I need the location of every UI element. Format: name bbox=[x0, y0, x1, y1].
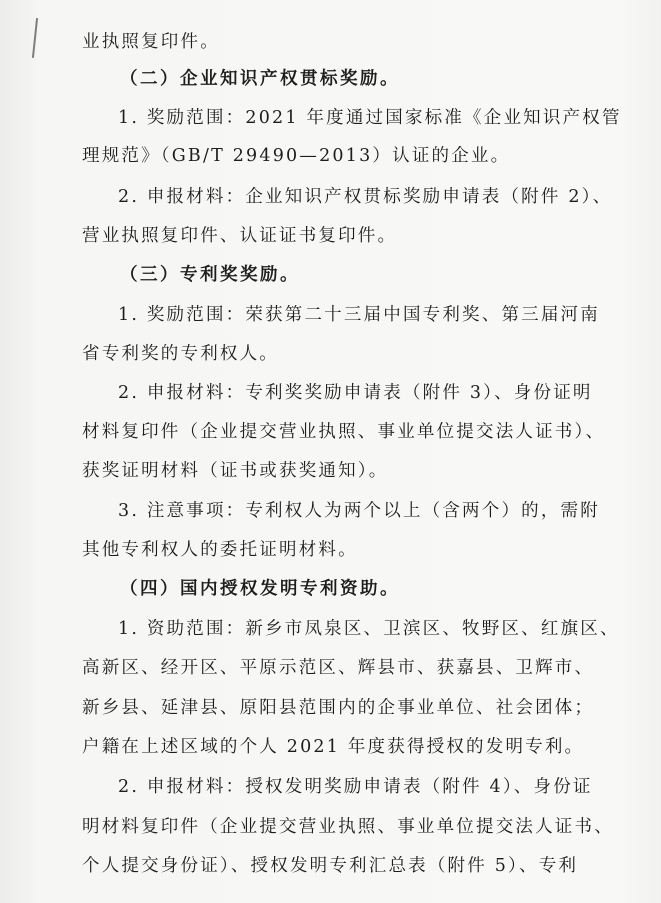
text-line-12: 获奖证明材料（证书或获奖通知）。 bbox=[82, 461, 389, 481]
section-heading-2: （二）企业知识产权贯标奖励。 bbox=[120, 69, 400, 89]
text-line-19: 户籍在上述区域的个人 2021 年度获得授权的发明专利。 bbox=[82, 737, 585, 757]
text-line-21: 明材料复印件（企业提交营业执照、事业单位提交法人证书、 bbox=[82, 817, 614, 837]
text-line-14: 其他专利权人的委托证明材料。 bbox=[82, 540, 358, 560]
text-line-9: 省专利奖的专利权人。 bbox=[82, 344, 279, 364]
text-line-4: 理规范》（GB/T 29490—2013）认证的企业。 bbox=[82, 146, 511, 166]
text-line-17: 高新区、经开区、平原示范区、辉县市、获嘉县、卫辉市、 bbox=[82, 658, 595, 678]
text-line-8: 1. 奖励范围：荣获第二十三届中国专利奖、第三届河南 bbox=[118, 305, 600, 325]
text-line-3: 1. 奖励范围：2021 年度通过国家标准《企业知识产权管 bbox=[118, 108, 622, 128]
text-line-6: 营业执照复印件、认证证书复印件。 bbox=[82, 226, 398, 246]
text-line-11: 材料复印件（企业提交营业执照、事业单位提交法人证书）、 bbox=[82, 422, 606, 442]
text-line-1: 业执照复印件。 bbox=[82, 32, 220, 52]
text-line-5: 2. 申报材料：企业知识产权贯标奖励申请表（附件 2）、 bbox=[118, 187, 613, 207]
scan-edge-mark bbox=[32, 18, 38, 58]
text-line-10: 2. 申报材料：专利奖奖励申请表（附件 3）、身份证明 bbox=[118, 383, 593, 403]
text-line-16: 1. 资助范围：新乡市凤泉区、卫滨区、牧野区、红旗区、 bbox=[118, 619, 620, 639]
section-heading-3: （三）专利奖奖励。 bbox=[120, 265, 300, 285]
text-line-13: 3. 注意事项：专利权人为两个以上（含两个）的，需附 bbox=[118, 501, 600, 521]
text-line-18: 新乡县、延津县、原阳县范围内的企事业单位、社会团体； bbox=[82, 698, 595, 718]
section-heading-4: （四）国内授权发明专利资助。 bbox=[120, 579, 400, 599]
text-line-22: 个人提交身份证）、授权发明专利汇总表（附件 5）、专利 bbox=[82, 856, 579, 876]
text-line-20: 2. 申报材料：授权发明奖励申请表（附件 4）、身份证 bbox=[118, 777, 593, 797]
